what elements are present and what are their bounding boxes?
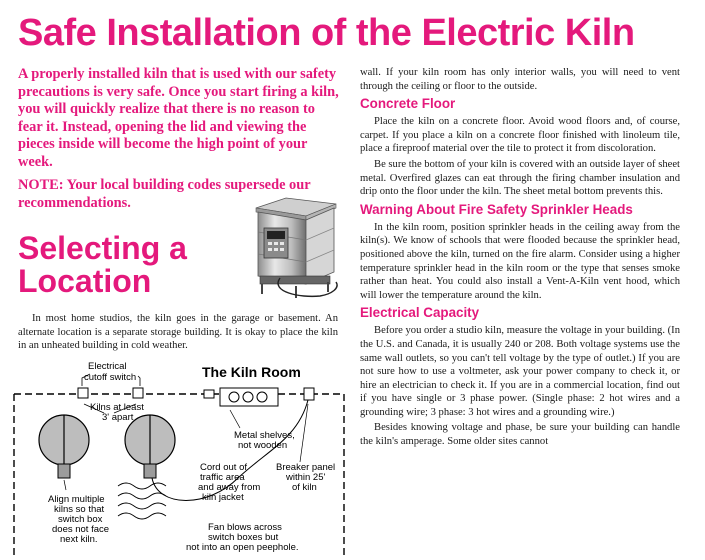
label-switch-1: Electrical xyxy=(88,361,127,372)
label-breaker-3: of kiln xyxy=(292,482,317,493)
label-align-4: does not face xyxy=(52,524,110,535)
page-title: Safe Installation of the Electric Kiln xyxy=(18,12,635,54)
label-fan-2: switch boxes but xyxy=(208,532,279,543)
heading-line-2: Location xyxy=(18,263,152,299)
paragraph-phase: Besides knowing voltage and phase, be sure your building can handle the kiln's amperage. Some older sites cannot xyxy=(360,422,680,448)
heading-sprinkler-warning: Warning About Fire Safety Sprinkler Heads xyxy=(360,201,633,217)
label-fan-3: not into an open peephole. xyxy=(186,542,299,553)
paragraph-vent: wall. If your kiln room has only interior walls, you will need to vent through the ceiling or floor to the outside. xyxy=(360,67,680,92)
kiln-room-diagram xyxy=(8,358,353,560)
label-cord-3: and away from xyxy=(198,482,261,493)
label-kilns-1: Kilns at least xyxy=(90,402,144,413)
intro-paragraph: A properly installed kiln that is used with our safety precautions is very safe. Once you start firing a kiln, you will quickly realize that there is no reason to fear it. Instead, opening the lid and viewing the pieces inside will become the high point of your week. xyxy=(18,66,339,170)
kiln-photo-image xyxy=(240,194,344,302)
label-breaker-2: within 25' xyxy=(286,472,326,483)
right-column xyxy=(360,66,680,451)
label-shelves-1: Metal shelves, xyxy=(234,430,295,441)
section-heading-selecting-location xyxy=(18,232,187,298)
selecting-location-paragraph: In most home studios, the kiln goes in the garage or basement. An alternate location is a separate storage building. It is okay to place the kiln in an unheated building in cold weather. xyxy=(18,313,338,352)
label-cord-2: traffic area xyxy=(200,472,245,483)
paragraph-concrete-2: Be sure the bottom of your kiln is covered with an outside layer of sheet metal. Overfired glazes can eat through the firing chamber insulation and drip onto the floor under the kiln. The sheet metal bottom prevents this. xyxy=(360,158,680,198)
label-align-2: kilns so that xyxy=(54,504,105,515)
label-align-5: next kiln. xyxy=(60,534,98,545)
paragraph-concrete-1: Place the kiln on a concrete floor. Avoid wood floors and, of course, carpet. If you place a kiln on a concrete floor finished with linoleum tile, place a fireproof material over the tile to protect it from discoloration. xyxy=(360,116,680,155)
label-kilns-2: 3' apart xyxy=(102,412,134,423)
note-paragraph: NOTE: Your local building codes supersede our recommendations. xyxy=(18,177,311,211)
paragraph-electrical: Before you order a studio kiln, measure the voltage in your building. (In the U.S. and Canada, it is usually 240 or 208. Both voltage systems use the same wall outlets, so you can't tell voltage by the type of outlet.) If you are not sure how to use a voltmeter, ask your power company to check it, or hire an electrician to check it. If you are in a commercial location, find out if you have single or 3 phase power. (Single phase: 2 hot wires and a grounding wire; 3 phase: 3 hot wires and a grounding wire.) xyxy=(360,325,680,418)
label-align-1: Align multiple xyxy=(48,494,105,505)
label-shelves-2: not wooden xyxy=(238,440,288,451)
label-fan-1: Fan blows across xyxy=(208,522,282,533)
label-breaker-1: Breaker panel xyxy=(276,462,336,473)
label-switch-2: cutoff switch xyxy=(84,372,137,383)
label-align-3: switch box xyxy=(58,514,103,525)
heading-electrical-capacity: Electrical Capacity xyxy=(360,305,480,321)
label-cord-4: kiln jacket xyxy=(202,492,244,503)
label-cord-1: Cord out of xyxy=(200,462,247,473)
heading-line-1: Selecting a xyxy=(18,230,187,266)
diagram-title: The Kiln Room xyxy=(202,364,301,380)
paragraph-sprinkler: In the kiln room, position sprinkler heads in the ceiling away from the kiln(s). We know of schools that were flooded because the sprinkler head, positioned above the kiln, turned on the fire alarm. Consider using a higher temperature sprinkler head in the kiln room or the type that senses smoke rather than heat. You could also install a Vent-A-Kiln vent hood, which will lower the temperature around the kiln. xyxy=(360,221,680,301)
heading-concrete-floor: Concrete Floor xyxy=(360,96,456,112)
